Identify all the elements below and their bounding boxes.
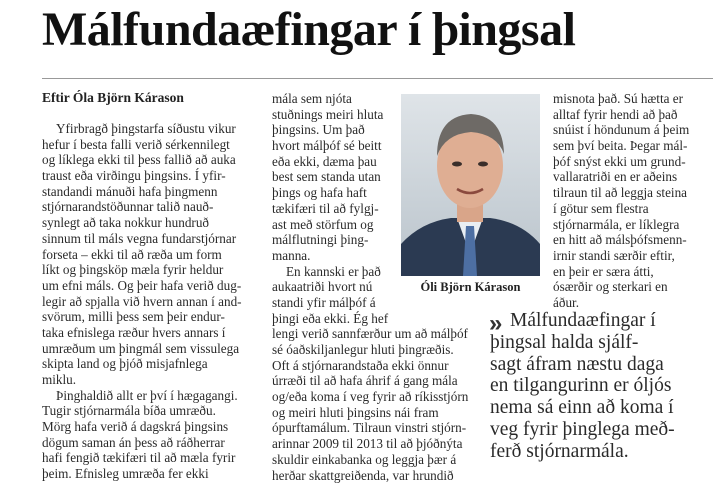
col3-line: misnota það. Sú hætta er bbox=[553, 91, 713, 107]
col2-line: úrræði til að hafa áhrif á gang mála bbox=[272, 373, 502, 389]
col1-line: traust eða virðingu þingsins. Í yfir- bbox=[42, 168, 264, 184]
col1-line: hefur í besta falli verið sérkennilegt bbox=[42, 137, 264, 153]
col2-line: aukaatriði hvort nú bbox=[272, 279, 502, 295]
col2-line: manna. bbox=[272, 248, 502, 264]
col2-line: og meiri hluti þingsins nái fram bbox=[272, 405, 502, 421]
pull-quote-line: veg fyrir þinglega með- bbox=[490, 419, 710, 441]
col2-line: þings og hafa haft bbox=[272, 185, 502, 201]
col2-line: málflutningi þing- bbox=[272, 232, 502, 248]
col3-line: í götur sem flestra bbox=[553, 201, 713, 217]
col3-line: en þeir er særa átti, bbox=[553, 264, 713, 280]
col3-line: ósærðir og sterkari en bbox=[553, 279, 713, 295]
col3-line: vallaratriði en er aðeins bbox=[553, 169, 713, 185]
col2-line: þingi eða ekki. Ég hef bbox=[272, 311, 502, 327]
col2-line: skuldir einkabanka og leggja þær á bbox=[272, 452, 502, 468]
pull-quote-line: sagt áfram næstu daga bbox=[490, 354, 710, 376]
col2-line: tækifæri til að fylgj- bbox=[272, 201, 502, 217]
col1-line: dögum saman án þess að ráðherrar bbox=[42, 435, 264, 451]
col1-line: umræðum um þingmál sem vissulega bbox=[42, 341, 264, 357]
author-photo bbox=[401, 94, 540, 276]
col3-line: tilraun til að leggja steina bbox=[553, 185, 713, 201]
col2-line: standi yfir málþóf á bbox=[272, 295, 502, 311]
pull-quote-line: Málfundaæfingar í bbox=[510, 310, 710, 332]
col1-line: skipta land og þjóð misjafnlega bbox=[42, 356, 264, 372]
column-1 bbox=[42, 121, 264, 482]
col1-line: standandi mánuði hafa þingmenn bbox=[42, 184, 264, 200]
col2-line: best sem standa utan bbox=[272, 169, 502, 185]
col1-line: taka efnislega ræður hvers annars í bbox=[42, 325, 264, 341]
col1-line: stjórnarandstöðunnar talið nauð- bbox=[42, 199, 264, 215]
pull-quote-line: þingsal halda sjálf- bbox=[490, 332, 710, 354]
photo-caption: Óli Björn Kárason bbox=[401, 280, 540, 295]
col1-line: Mörg hafa verið á dagskrá þingsins bbox=[42, 419, 264, 435]
col2-line: herðar skattgreiðenda, var hrundið bbox=[272, 468, 502, 483]
col2-line: ópurftamálum. Tilraun vinstri stjórn- bbox=[272, 420, 502, 436]
col3-line: áður. bbox=[553, 295, 713, 311]
col2-line: mála sem njóta bbox=[272, 91, 502, 107]
col2-line: eða ekki, dæma þau bbox=[272, 154, 502, 170]
col2-line: En kannski er það bbox=[272, 264, 502, 280]
author-portrait-image bbox=[401, 94, 540, 276]
col2-line: stuðnings meiri hluta bbox=[272, 107, 502, 123]
col3-line: þóf snýst ekki um grund- bbox=[553, 154, 713, 170]
pull-quote-line: nema sá einn að koma í bbox=[490, 397, 710, 419]
col2-line: lengi verið sannfærður um að málþóf bbox=[272, 326, 502, 342]
headline: Málfundaæfingar í þingsal bbox=[42, 2, 575, 57]
col1-line: miklu. bbox=[42, 372, 264, 388]
col2-line: hvort málþóf sé beitt bbox=[272, 138, 502, 154]
col1-line: sinnum til máls vegna fundarstjórnar bbox=[42, 231, 264, 247]
col1-line: um efni máls. Og þeir hafa verið dug- bbox=[42, 278, 264, 294]
col1-line: þeim. Efnisleg umræða fer ekki bbox=[42, 466, 264, 482]
col1-line: legir að spjalla við hvern annan í and- bbox=[42, 294, 264, 310]
col2-line: Oft á stjórnarandstaða ekki önnur bbox=[272, 358, 502, 374]
col3-line: snúist í höndunum á þeim bbox=[553, 122, 713, 138]
col2-line: arinnar 2009 til 2013 til að þjóðnýta bbox=[272, 436, 502, 452]
col2-line: og/eða koma í veg fyrir að ríkisstjórn bbox=[272, 389, 502, 405]
col1-line: Þinghaldið allt er því í hægagangi. bbox=[42, 388, 264, 404]
col2-line: þingsins. Um það bbox=[272, 122, 502, 138]
pull-quote bbox=[510, 310, 710, 463]
col3-line: alltaf fyrir hendi að það bbox=[553, 107, 713, 123]
col1-line: synlegt að taka nokkur hundruð bbox=[42, 215, 264, 231]
col2-line: ast með störfum og bbox=[272, 217, 502, 233]
col3-line: stjórnarmála, er líklegra bbox=[553, 217, 713, 233]
pull-quote-mark: » bbox=[489, 310, 502, 338]
column-3 bbox=[553, 91, 713, 311]
col1-line: Yfirbragð þingstarfa síðustu vikur bbox=[42, 121, 264, 137]
col1-line: og líklega ekki til þess fallið að auka bbox=[42, 152, 264, 168]
col3-line: sem því beita. Þegar mál- bbox=[553, 138, 713, 154]
byline: Eftir Óla Björn Kárason bbox=[42, 90, 184, 106]
pull-quote-line: ferð stjórnarmála. bbox=[490, 441, 710, 463]
col3-line: en hitt að málsþófsmenn- bbox=[553, 232, 713, 248]
headline-rule bbox=[42, 78, 713, 79]
col1-line: Tugir stjórnarmála bíða umræðu. bbox=[42, 403, 264, 419]
pull-quote-line: en tilgangurinn er óljós bbox=[490, 375, 710, 397]
col1-line: forseta – ekki til að ræða um form bbox=[42, 247, 264, 263]
col3-line: irnir standi særðir eftir, bbox=[553, 248, 713, 264]
col1-line: hafi fengið tækifæri til að mæla fyrir bbox=[42, 450, 264, 466]
col2-line: sé óaðskiljanlegur hluti þingræðis. bbox=[272, 342, 502, 358]
col1-line: líkt og þingsköp mæla fyrir heldur bbox=[42, 262, 264, 278]
col1-line: svörum, milli þess sem þeir endur- bbox=[42, 309, 264, 325]
